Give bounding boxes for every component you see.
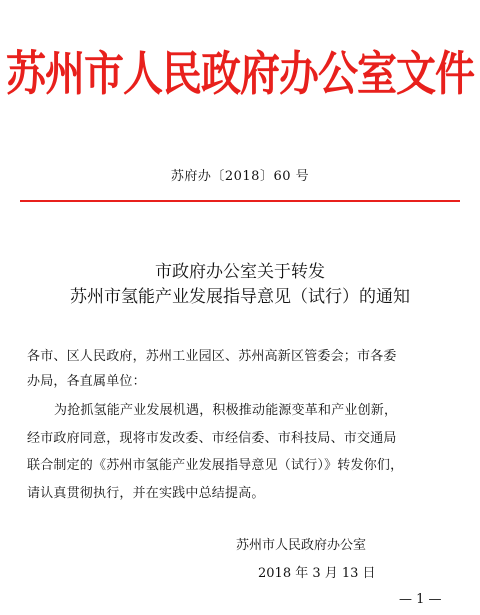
- signature: 苏州市人民政府办公室: [236, 538, 367, 553]
- body-line: 联合制定的《苏州市氢能产业发展指导意见（试行）》转发你们，: [27, 458, 404, 473]
- body-line: 为抢抓氢能产业发展机遇，积极推动能源变革和产业创新，: [54, 403, 398, 418]
- issue-date: 2018 年 3 月 13 日: [258, 566, 376, 581]
- page-number: — 1 —: [399, 592, 442, 607]
- red-divider-line: [20, 200, 460, 202]
- notice-title-line-1: 市政府办公室关于转发: [155, 262, 325, 282]
- issuer-masthead: 苏州市人民政府办公室文件: [6, 47, 474, 102]
- body-line: 各市、区人民政府，苏州工业园区、苏州高新区管委会；市各委: [27, 349, 397, 364]
- body-line: 经市政府同意，现将市发改委、市经信委、市科技局、市交通局: [27, 431, 397, 446]
- document-number: 苏府办〔2018〕60 号: [170, 169, 310, 184]
- body-line: 办局，各直属单位：: [27, 374, 146, 389]
- notice-title-line-2: 苏州市氢能产业发展指导意见（试行）的通知: [70, 287, 410, 307]
- body-line: 请认真贯彻执行，并在实践中总结提高。: [27, 486, 265, 501]
